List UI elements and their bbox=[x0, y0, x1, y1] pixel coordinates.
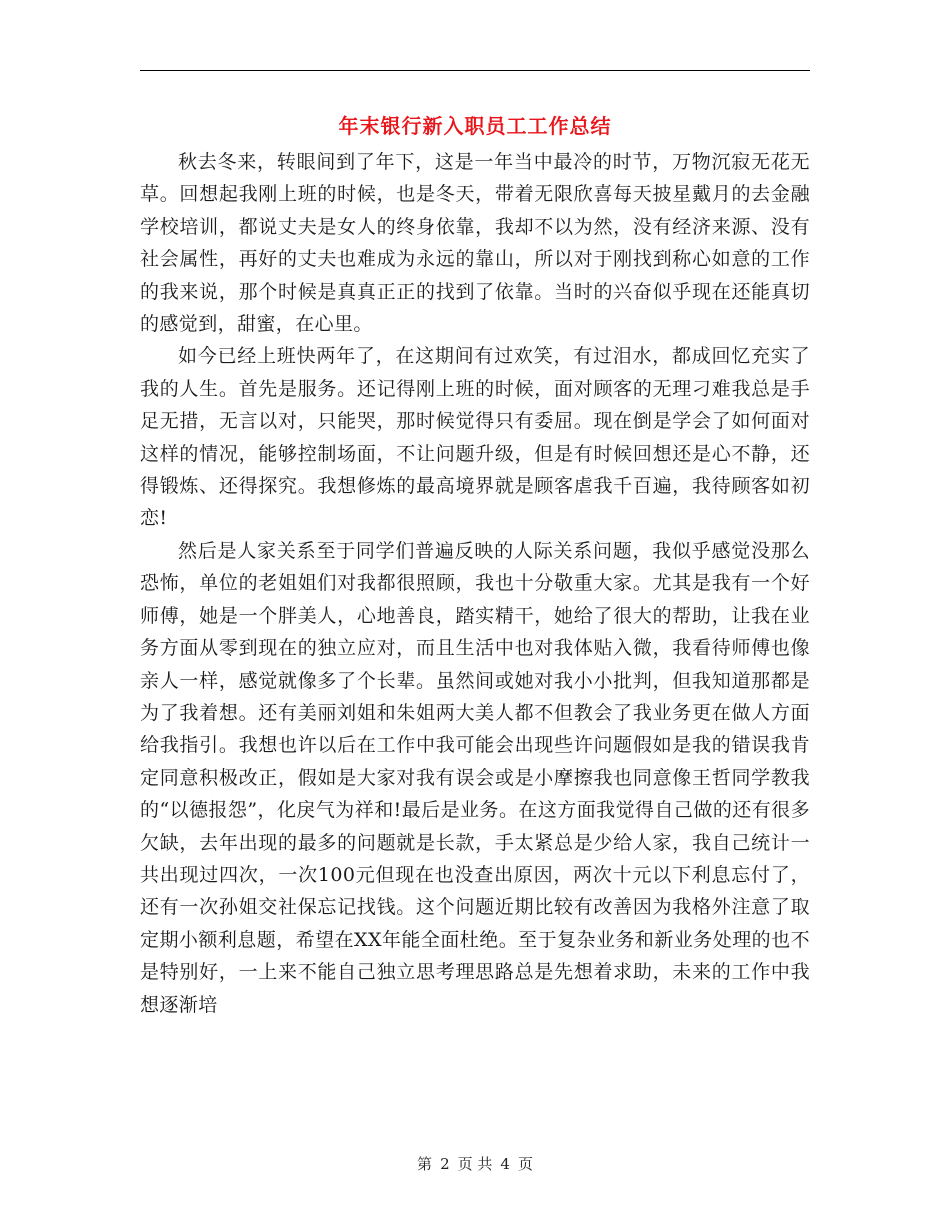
page-prefix: 第 bbox=[417, 1155, 433, 1173]
paragraph-1: 秋去冬来，转眼间到了年下，这是一年当中最冷的时节，万物沉寂无花无草。回想起我刚上班的时候，也是冬天，带着无限欣喜每天披星戴月的去金融学校培训，都说丈夫是女人的终身依靠，我却不以为然，没有经济来源、没有社会属性，再好的丈夫也难成为永远的靠山，所以对于刚找到称心如意的工作的我来说，那个时候是真真正正的找到了依靠。当时的兴奋似乎现在还能真切的感觉到，甜蜜，在心里。 bbox=[140, 151, 810, 336]
paragraph-2: 如今已经上班快两年了，在这期间有过欢笑，有过泪水，都成回忆充实了我的人生。首先是服务。还记得刚上班的时候，面对顾客的无理刁难我总是手足无措，无言以对，只能哭，那时候觉得只有委屈。现在倒是学会了如何面对这样的情况，能够控制场面，不让问题升级，但是有时候回想还是心不静，还得锻炼、还得探究。我想修炼的最高境界就是顾客虐我千百遍，我待顾客如初恋! bbox=[140, 345, 810, 530]
page-suffix: 页 bbox=[517, 1155, 533, 1173]
total-page-number: 4 bbox=[500, 1155, 510, 1173]
paragraph-3: 然后是人家关系至于同学们普遍反映的人际关系问题，我似乎感觉没那么恐怖，单位的老姐姐们对我都很照顾，我也十分敬重大家。尤其是我有一个好师傅，她是一个胖美人，心地善良，踏实精干，她给了很大的帮助，让我在业务方面从零到现在的独立应对，而且生活中也对我体贴入微，我看待师傅也像亲人一样，感觉就像多了个长辈。虽然间或她对我小小批判，但我知道那都是为了我着想。还有美丽刘姐和朱姐两大美人都不但教会了我业务更在做人方面给我指引。我想也许以后在工作中我可能会出现些许问题假如是我的错误我肯定同意积极改正，假如是大家对我有误会或是小摩擦我也同意像王哲同学教我的“以德报怨”，化戾气为祥和!最后是业务。在这方面我觉得自己做的还有很多欠缺，去年出现的最多的问题就是长款，手太紧总是少给人家，我自己统计一共出现过四次，一次100元但现在也没查出原因，两次十元以下利息忘付了，还有一次孙姐交社保忘记找钱。这个问题近期比较有改善因为我格外注意了取定期小额利息题，希望在XX年能全面杜绝。至于复杂业务和新业务处理的也不是特别好，一上来不能自己独立思考理思路总是先想着求助，未来的工作中我想逐渐培 bbox=[140, 539, 810, 1016]
page-footer bbox=[0, 1152, 950, 1176]
document-body bbox=[140, 146, 810, 1021]
header-rule bbox=[140, 70, 810, 71]
page-mid-text: 页 共 bbox=[457, 1155, 493, 1173]
current-page-number: 2 bbox=[440, 1155, 450, 1173]
document-title: 年末银行新入职员工工作总结 bbox=[338, 114, 612, 138]
